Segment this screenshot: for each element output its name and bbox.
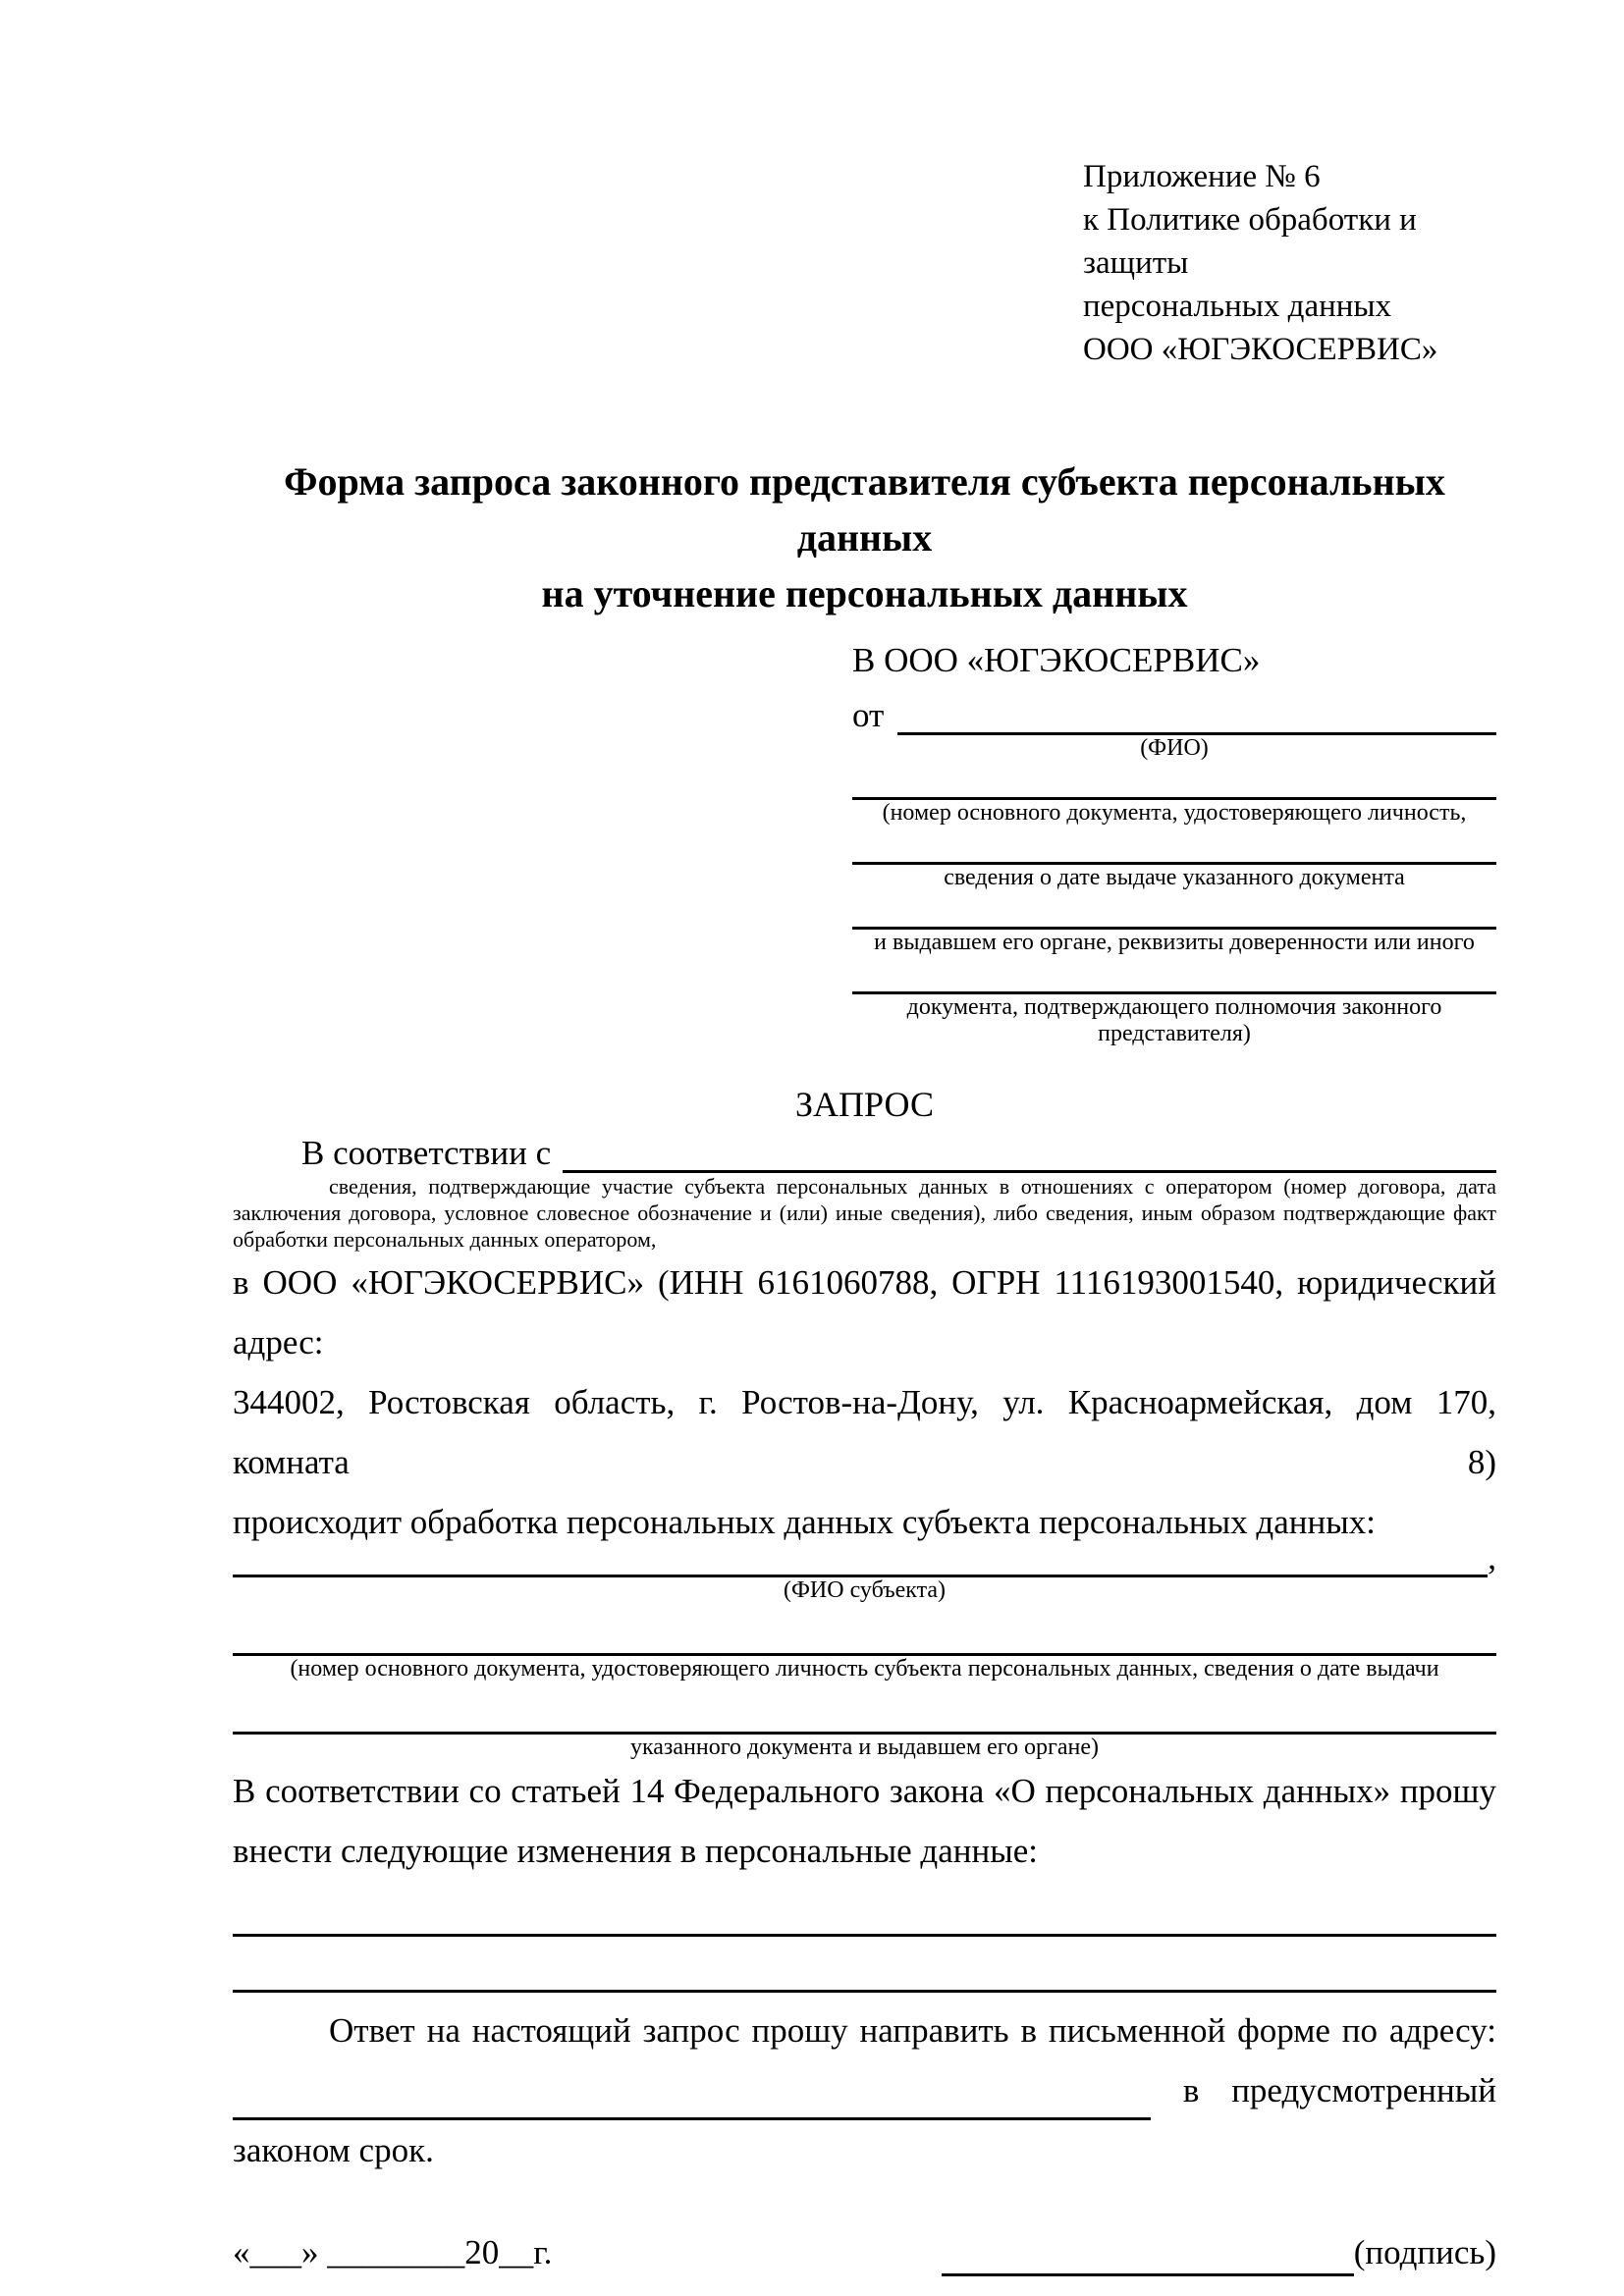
issuing-authority-caption: и выдавшем его органе, реквизиты доверенности или иного <box>874 930 1475 955</box>
document-title-line: на уточнение персональных данных <box>541 571 1188 615</box>
fio-caption: (ФИО) <box>1140 735 1209 761</box>
authority-document-caption: документа, подтверждающего полномочия законного представителя) <box>906 994 1442 1046</box>
operator-paragraph-line: 344002, Ростовская область, г. Ростов-на-Дону, ул. Красноармейская, дом 170, комната 8) <box>233 1383 1496 1481</box>
fine-print-line: обработки персональных данных оператором, <box>233 1227 657 1252</box>
fine-print-line: заключения договора, условное словесное обозначение и (или) иные сведения), либо сведения, иным образом подтверждающие факт <box>233 1201 1496 1225</box>
reply-paragraph-word: предусмотренный <box>1231 2071 1496 2109</box>
reply-address-row <box>233 2060 1496 2120</box>
issue-date-group <box>852 827 1496 891</box>
subject-fio-comma: , <box>1488 1538 1496 1576</box>
changes-blank-line <box>233 1881 1496 1937</box>
subject-document-blank-line <box>233 1604 1496 1656</box>
changes-blank-line <box>233 1937 1496 1993</box>
authority-document-group <box>852 956 1496 1047</box>
appendix-line: ООО «ЮГЭКОСЕРВИС» <box>1083 332 1438 367</box>
law-paragraph <box>233 1761 1496 1881</box>
document-title <box>233 454 1496 621</box>
signature-caption: (подпись) <box>1353 2233 1496 2271</box>
issue-date-caption: сведения о дате выдаче указанного документа <box>944 865 1405 890</box>
subject-document-authority-caption: указанного документа и выдавшем его органе) <box>629 1735 1100 1760</box>
fine-print-note <box>233 1173 1496 1253</box>
accordance-label: В соответствии с <box>301 1134 552 1172</box>
subject-document-authority-blank-line <box>233 1682 1496 1735</box>
law-paragraph-line: В соответствии со статьей 14 Федерального закона «О персональных данных» прошу <box>233 1772 1496 1810</box>
accordance-row <box>233 1128 1496 1173</box>
from-label: от <box>852 696 885 734</box>
signature-area <box>942 2229 1496 2276</box>
operator-paragraph-line: в ООО «ЮГЭКОСЕРВИС» (ИНН 6161060788, ОГРН 1116193001540, юридический адрес: <box>233 1263 1496 1362</box>
authority-document-blank-line <box>852 956 1496 994</box>
document-number-caption: (номер основного документа, удостоверяющего личность, <box>882 800 1467 826</box>
date-line: «___» ________20__г. <box>233 2233 553 2271</box>
document-title-line: Форма запроса законного представителя субъекта персональных данных <box>284 459 1445 560</box>
document-number-group <box>852 762 1496 827</box>
request-heading: ЗАПРОС <box>795 1085 934 1124</box>
subject-document-caption: (номер основного документа, удостоверяющего личность субъекта персональных данных, сведения о дате выдачи <box>290 1656 1439 1682</box>
addressee-organization: В ООО «ЮГЭКОСЕРВИС» <box>852 641 1261 679</box>
operator-paragraph-line: происходит обработка персональных данных субъекта персональных данных: <box>233 1503 1376 1541</box>
reply-paragraph <box>233 2001 1496 2180</box>
issuing-authority-blank-line <box>852 891 1496 930</box>
signature-blank-line <box>942 2234 1354 2276</box>
issue-date-blank-line <box>852 827 1496 865</box>
reply-paragraph-line: Ответ на настоящий запрос прошу направить в письменной форме по адресу: <box>329 2011 1496 2050</box>
appendix-line: Приложение № 6 <box>1083 159 1321 194</box>
reply-paragraph-word: в <box>1182 2071 1200 2109</box>
reply-paragraph-line: законом срок. <box>233 2131 434 2169</box>
date-signature-row <box>233 2229 1496 2276</box>
appendix-line: персональных данных <box>1083 289 1392 324</box>
appendix-line: к Политике обработки и защиты <box>1083 202 1417 281</box>
from-row <box>852 684 1496 735</box>
subject-fio-caption: (ФИО субъекта) <box>783 1577 947 1603</box>
issuing-authority-group <box>852 891 1496 956</box>
subject-fio-row <box>233 1538 1496 1577</box>
operator-paragraph <box>233 1253 1496 1552</box>
addressee-block <box>852 637 1496 1047</box>
document-number-blank-line <box>852 762 1496 800</box>
appendix-block <box>1083 155 1496 371</box>
fine-print-line: сведения, подтверждающие участие субъекта персональных данных в отношениях с оператором (номер договора, дата <box>329 1174 1496 1199</box>
law-paragraph-line: внести следующие изменения в персональные данные: <box>233 1832 1038 1870</box>
